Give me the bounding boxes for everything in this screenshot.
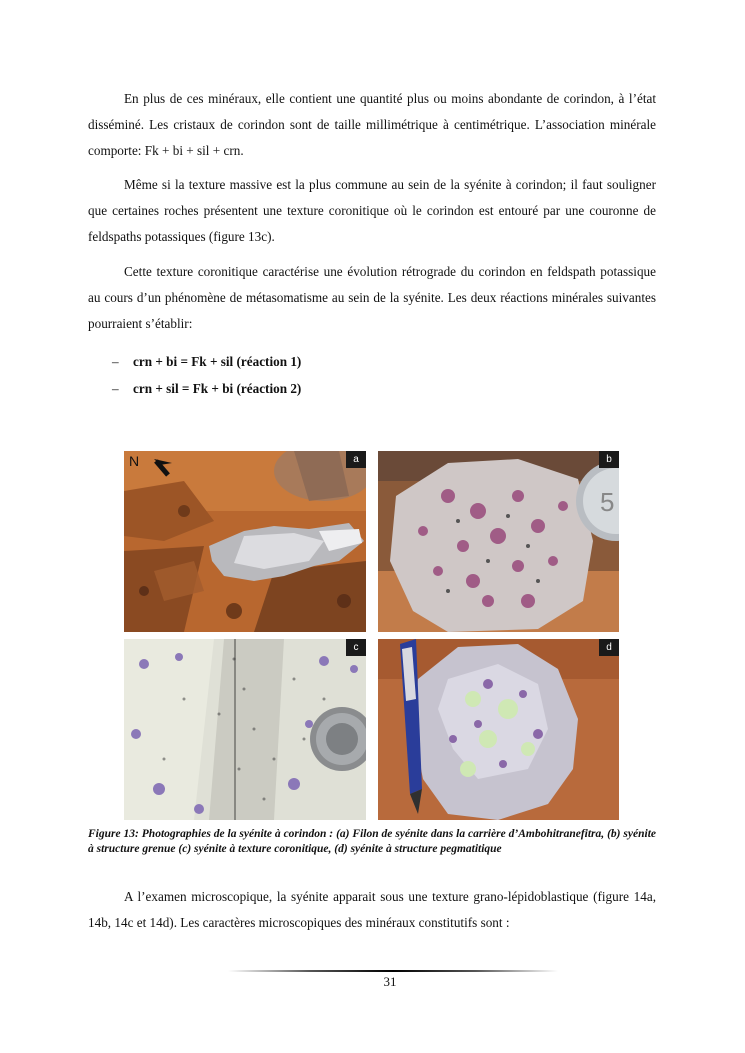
figure-photo-d — [378, 639, 619, 820]
figure-photo-c — [124, 639, 366, 820]
footer-divider — [228, 970, 558, 972]
panel-label: a — [346, 451, 366, 468]
north-label: N — [129, 453, 140, 469]
panel-label: b — [599, 451, 619, 468]
reaction-item: – crn + bi = Fk + sil (réaction 1) — [112, 354, 302, 369]
reaction-item: – crn + sil = Fk + bi (réaction 2) — [112, 381, 302, 396]
figure-photo-a — [124, 451, 366, 632]
figure-photo-b — [378, 451, 619, 632]
panel-label: c — [346, 639, 366, 656]
page-number: 31 — [383, 974, 397, 989]
panel-label: d — [599, 639, 619, 656]
paragraph-texture-coronitique: Cette texture coronitique caractérise une évolution rétrograde du corindon en feldspath potassique au cours d’un phénomène de métasomatisme au sein de la syénite. Les deux réactions minérales suivantes pourraient s’établir: — [88, 264, 656, 331]
paragraph-texture-massive: Même si la texture massive est la plus commune au sein de la syénite à corindon; il faut souligner que certaines roches présentent une texture coronitique où le corindon est entouré par une couronne de feldspaths potassiques (figure 13c). — [88, 177, 656, 244]
reaction-list — [112, 348, 652, 402]
paragraph-corindon: En plus de ces minéraux, elle contient une quantité plus ou moins abondante de corindon, à l’état disséminé. Les cristaux de corindon sont de taille millimétrique à centimétrique. L’association minérale comporte: Fk + bi + sil + crn. — [88, 91, 656, 158]
svg-text:5: 5 — [600, 487, 615, 517]
paragraph-microscopic: A l’examen microscopique, la syénite apparait sous une texture grano-lépidoblastique (figure 14a, 14b, 14c et 14d). Les caractères microscopiques des minéraux constitutifs sont : — [88, 889, 656, 930]
figure-caption: Figure 13: Photographies de la syénite à corindon : (a) Filon de syénite dans la carrière d’Ambohitranefitra, (b) syénite à structure grenue (c) syénite à texture coronitique, (d) syénite à structure pegmatitique — [88, 828, 656, 855]
